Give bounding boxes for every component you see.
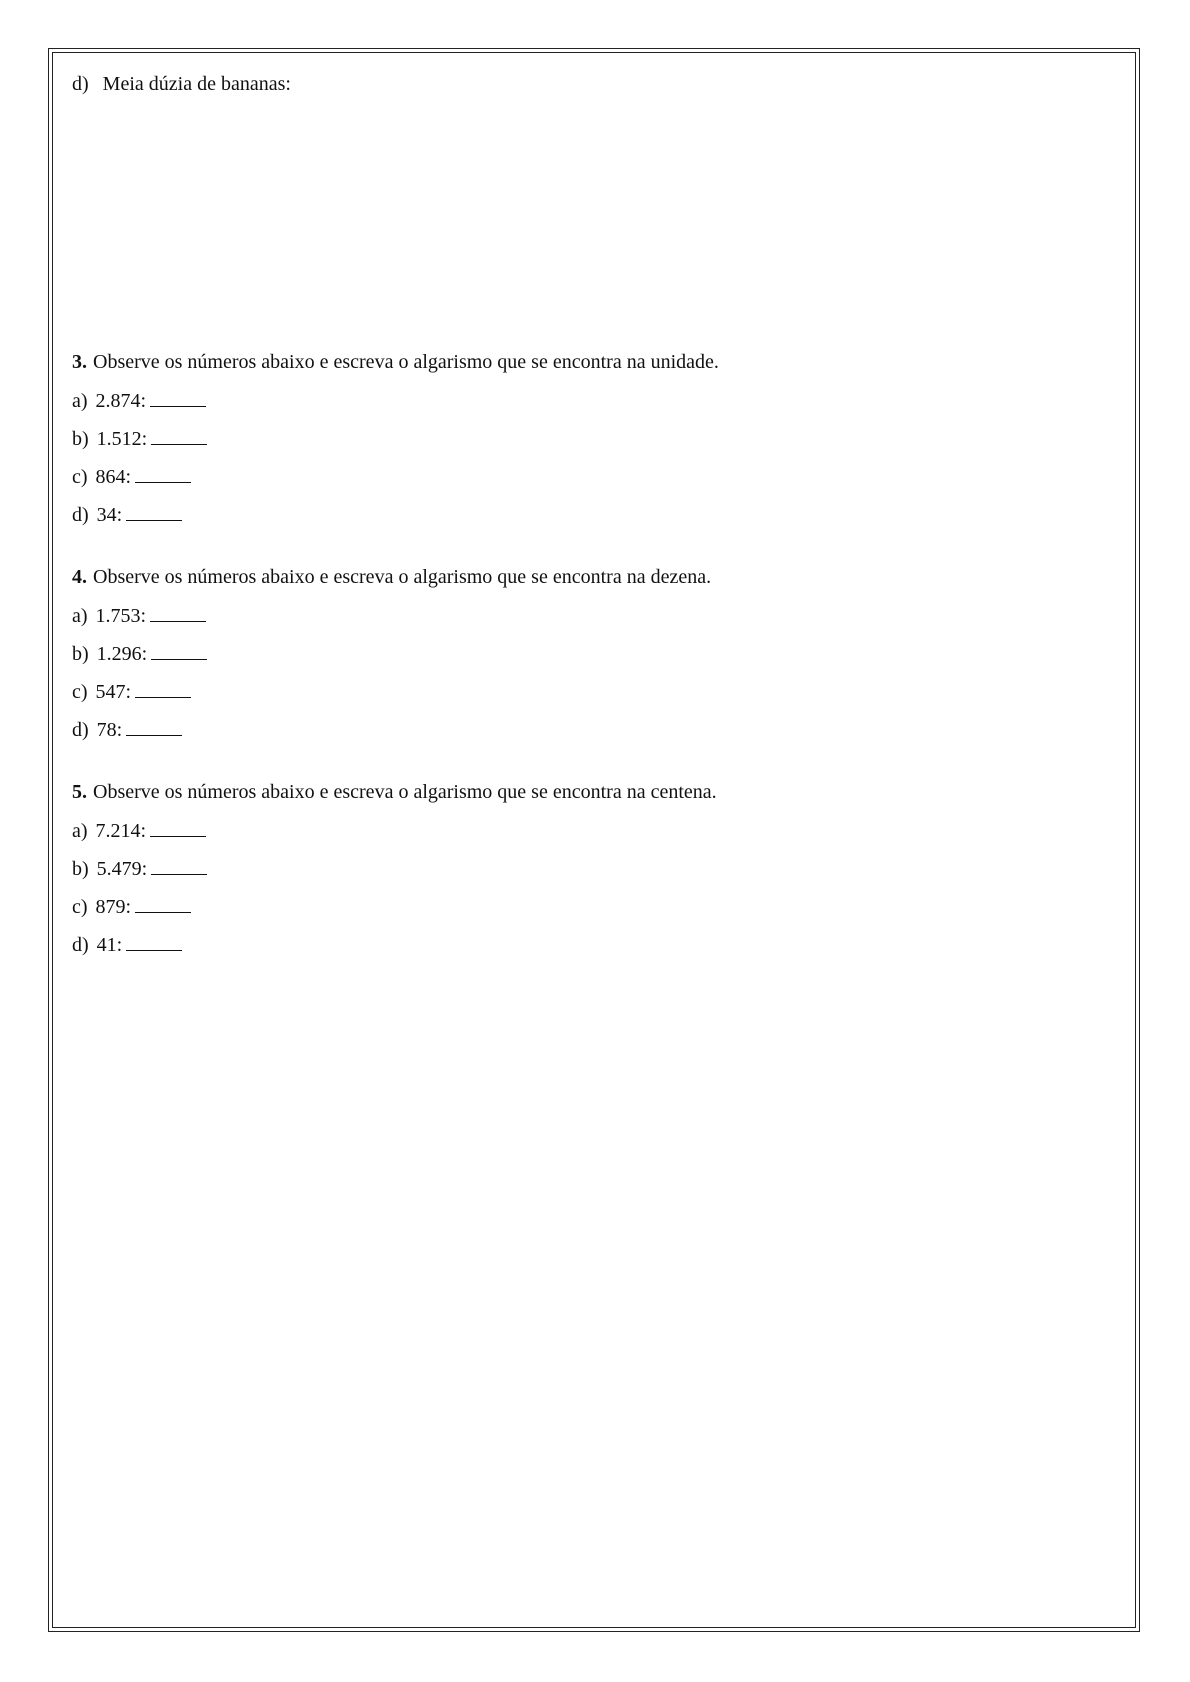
answer-number: 78: — [96, 719, 123, 741]
answer-list — [72, 388, 719, 526]
answer-blank[interactable] — [151, 856, 207, 875]
question-4 — [72, 565, 711, 741]
answer-number: 879: — [95, 896, 132, 918]
answer-blank[interactable] — [151, 426, 207, 445]
question-text: Observe os números abaixo e escreva o algarismo que se encontra na dezena. — [93, 566, 712, 588]
worksheet-content — [72, 72, 1072, 956]
answer-number: 864: — [95, 466, 132, 488]
answer-item — [72, 894, 717, 918]
answer-letter: c) — [72, 681, 88, 703]
answer-letter: b) — [72, 643, 89, 665]
answer-letter: d) — [72, 934, 89, 956]
answer-number: 7.214: — [95, 820, 147, 842]
answer-number: 547: — [95, 681, 132, 703]
item-text: Meia dúzia de bananas: — [102, 73, 291, 95]
question-text: Observe os números abaixo e escreva o algarismo que se encontra na unidade. — [93, 351, 719, 373]
answer-number: 1.296: — [96, 643, 148, 665]
answer-item — [72, 464, 719, 488]
answer-item — [72, 388, 719, 412]
answer-number: 34: — [96, 504, 123, 526]
answer-letter: c) — [72, 466, 88, 488]
question-number: 5. — [72, 781, 87, 803]
question-number: 3. — [72, 351, 87, 373]
answer-letter: a) — [72, 820, 88, 842]
answer-list — [72, 818, 717, 956]
answer-list — [72, 603, 711, 741]
answer-blank[interactable] — [150, 818, 206, 837]
answer-blank[interactable] — [126, 932, 182, 951]
answer-blank[interactable] — [135, 464, 191, 483]
answer-number: 5.479: — [96, 858, 148, 880]
answer-blank[interactable] — [150, 603, 206, 622]
answer-number: 1.512: — [96, 428, 148, 450]
answer-blank[interactable] — [150, 388, 206, 407]
answer-letter: c) — [72, 896, 88, 918]
answer-letter: a) — [72, 605, 88, 627]
answer-blank[interactable] — [135, 679, 191, 698]
question-number: 4. — [72, 566, 87, 588]
answer-letter: d) — [72, 504, 89, 526]
question-prompt — [72, 565, 711, 589]
answer-letter: d) — [72, 719, 89, 741]
answer-item — [72, 603, 711, 627]
answer-letter: b) — [72, 858, 89, 880]
question-prompt — [72, 350, 719, 374]
answer-item — [72, 932, 717, 956]
answer-item — [72, 502, 719, 526]
question-5 — [72, 780, 717, 956]
answer-number: 2.874: — [95, 390, 147, 412]
answer-item — [72, 717, 711, 741]
question-text: Observe os números abaixo e escreva o algarismo que se encontra na centena. — [93, 781, 717, 803]
answer-item — [72, 641, 711, 665]
answer-item — [72, 679, 711, 703]
answer-blank[interactable] — [135, 894, 191, 913]
answer-blank[interactable] — [126, 717, 182, 736]
answer-letter: a) — [72, 390, 88, 412]
question-3 — [72, 350, 719, 526]
item-letter: d) — [72, 73, 89, 95]
answer-blank[interactable] — [151, 641, 207, 660]
answer-item — [72, 426, 719, 450]
answer-letter: b) — [72, 428, 89, 450]
answer-number: 41: — [96, 934, 123, 956]
item-d-bananas — [72, 72, 1072, 96]
answer-item — [72, 856, 717, 880]
question-prompt — [72, 780, 717, 804]
answer-number: 1.753: — [95, 605, 147, 627]
answer-item — [72, 818, 717, 842]
answer-blank[interactable] — [126, 502, 182, 521]
